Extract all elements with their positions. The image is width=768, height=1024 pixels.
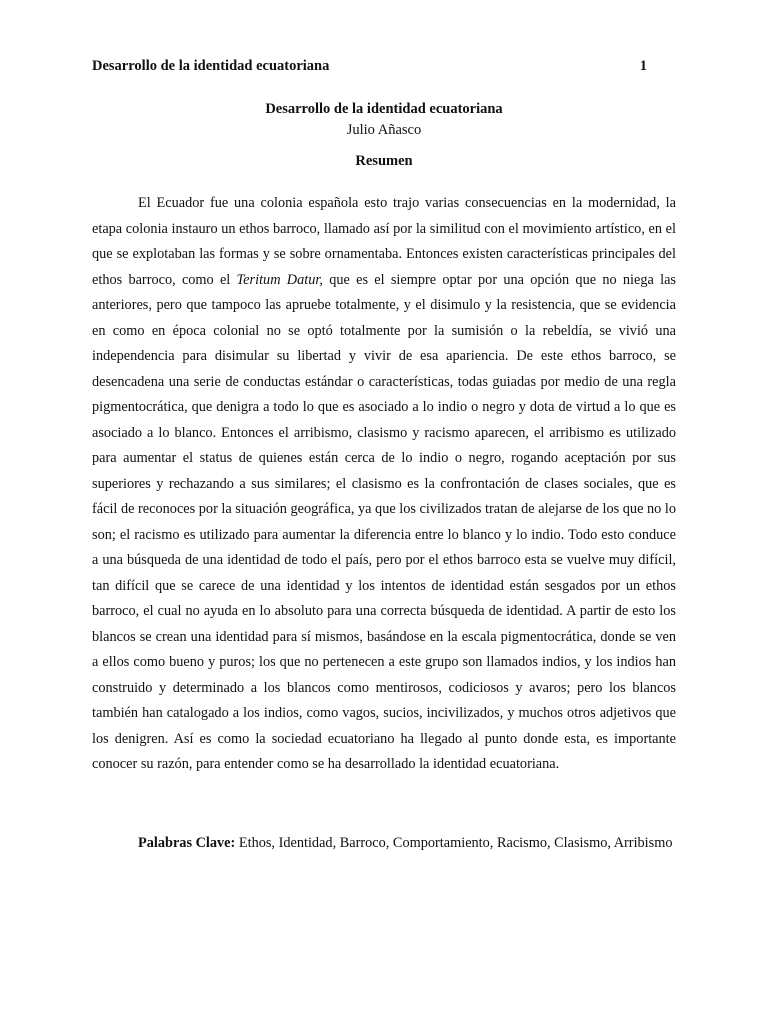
abstract-paragraph xyxy=(92,191,676,778)
section-heading-resumen: Resumen xyxy=(355,153,413,169)
running-header-title: Desarrollo de la identidad ecuatoriana xyxy=(92,58,330,74)
title-block xyxy=(92,98,676,141)
page-number: 1 xyxy=(639,58,647,74)
keywords-list: Ethos, Identidad, Barroco, Comportamiento, Racismo, Clasismo, Arribismo xyxy=(235,835,673,851)
keywords-paragraph xyxy=(92,831,676,857)
document-title: Desarrollo de la identidad ecuatoriana xyxy=(265,101,503,117)
abstract-text-part-1: El Ecuador fue una colonia española esto trajo varias consecuencias en la modernidad, la etapa colonia instauro un ethos barroco, llamado así por la similitud con el movimiento artístico, en el que se explotaban las formas y se sobre ornamentaba. Entonces existen características principales del ethos barroco, como el xyxy=(92,195,676,288)
document-author: Julio Añasco xyxy=(346,122,422,138)
abstract-text-part-2: que es el siempre optar por una opción que no niega las anteriores, pero que tampoco las apruebe totalmente, y el disimulo y la resistencia, que se evidencia en como en época colonial no se optó totalmente por la sumisión o la rebeldía, se vivió una independencia para disimular su libertad y vivir de esa apariencia. De este ethos barroco, se desencadena una serie de conductas estándar o características, todas guiadas por medio de una regla pigmentocrática, que denigra a todo lo que es asociado a lo indio o negro y dota de virtud a lo que es asociado a lo blanco. Entonces el arribismo, clasismo y racismo aparecen, el arribismo es utilizado para aumentar el status de quienes están cerca de lo indio o negro, rogando aceptación por sus superiores y rechazando a sus similares; el clasismo es la confrontación de clases sociales, que es fácil de reconoces por la situación geográfica, ya que los civilizados tratan de alejarse de los que no lo son; el racismo es utilizado para aumentar la diferencia entre lo blanco y lo indio. Todo esto conduce a una búsqueda de una identidad de todo el país, pero por el ethos barroco esta se vuelve muy difícil, tan difícil que se carece de una identidad y los intentos de identidad están sesgados por un ethos barroco, el cual no ayuda en lo absoluto para una correcta búsqueda de identidad. A partir de esto los blancos se crean una identidad para sí mismos, basándose en la escala pigmentocrática, donde se ven a ellos como bueno y puros; los que no pertenecen a este grupo son llamados indios, y los indios han construido y determinado a los blancos como mentirosos, codiciosos y avaros; pero los blancos también han catalogado a los indios, como vagos, sucios, incivilizados, y muchos otros adjetivos que los denigren. Así es como la sociedad ecuatoriano ha llegado al punto donde esta, es importante conocer su razón, para entender como se ha desarrollado la identidad ecuatoriana. xyxy=(92,271,676,772)
running-header xyxy=(92,58,647,78)
abstract-italic-term: Teritum Datur, xyxy=(236,271,323,288)
keywords-label: Palabras Clave: xyxy=(138,835,236,851)
